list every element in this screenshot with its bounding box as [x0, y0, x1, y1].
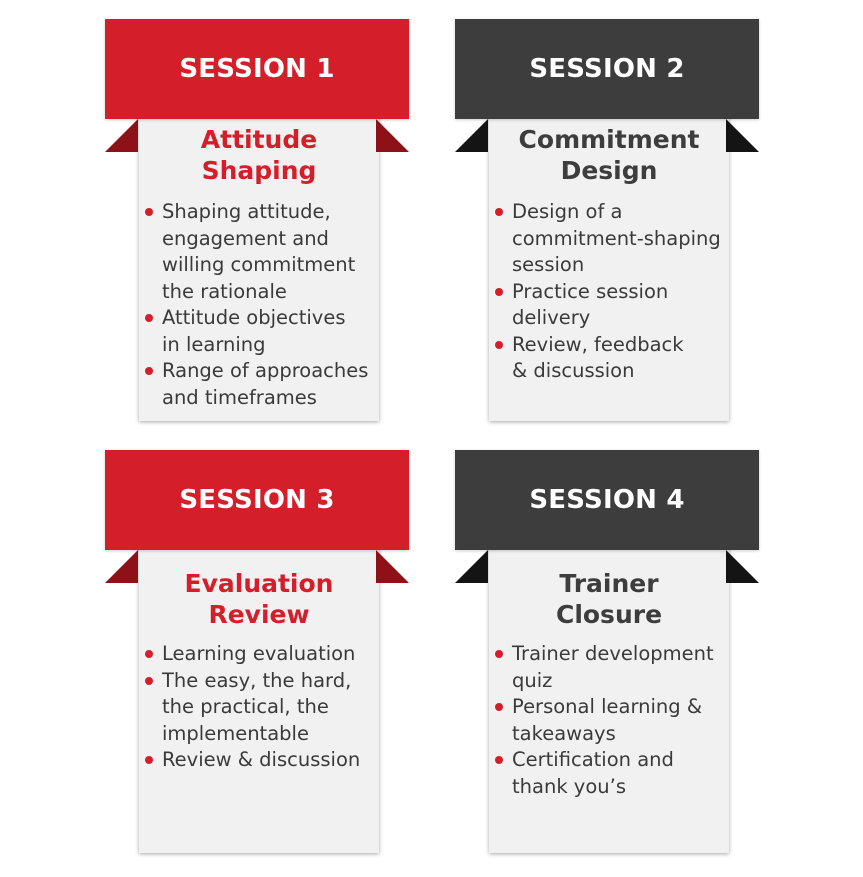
session-label: SESSION 4 [529, 485, 685, 515]
session-banner [455, 19, 759, 119]
session-title-line-2: Closure [555, 600, 663, 629]
session-banner [105, 19, 409, 119]
session-bullet-list [489, 199, 729, 385]
bullet-item: Trainer development quiz [489, 641, 727, 694]
bullet-item: Design of a commitment-shaping session [489, 199, 727, 279]
session-title-line-1: Trainer [559, 569, 659, 598]
bullet-dot-icon [145, 677, 153, 685]
session-title-line-1: Evaluation [184, 569, 334, 598]
session-card [139, 86, 379, 421]
session-title [139, 124, 379, 186]
session-title [489, 124, 729, 186]
bullet-dot-icon [495, 703, 503, 711]
session-banner [455, 450, 759, 550]
bullet-item: Review, feedback & discussion [489, 332, 727, 385]
bullet-dot-icon [495, 208, 503, 216]
session-title [489, 568, 729, 630]
bullet-dot-icon [495, 288, 503, 296]
banner-fold-right [726, 550, 759, 583]
bullet-item: Practice session delivery [489, 279, 727, 332]
bullet-item: Learning evaluation [139, 641, 377, 668]
bullet-item: Attitude objectives in learning [139, 305, 377, 358]
bullet-item: The easy, the hard, the practical, the implementable [139, 668, 377, 748]
banner-fold-left [105, 550, 138, 583]
session-title-line-1: Commitment [518, 125, 700, 154]
bullet-item: Review & discussion [139, 747, 377, 774]
session-title-line-2: Design [560, 156, 658, 185]
banner-fold-right [376, 550, 409, 583]
session-bullet-list [489, 641, 729, 800]
banner-fold-right [726, 119, 759, 152]
banner-fold-left [105, 119, 138, 152]
bullet-dot-icon [495, 341, 503, 349]
session-title-line-2: Shaping [201, 156, 317, 185]
session-label: SESSION 1 [179, 54, 335, 84]
session-title-line-1: Attitude [200, 125, 318, 154]
banner-fold-right [376, 119, 409, 152]
banner-fold-left [455, 550, 488, 583]
bullet-dot-icon [145, 208, 153, 216]
bullet-dot-icon [145, 314, 153, 322]
bullet-dot-icon [495, 650, 503, 658]
session-banner [105, 450, 409, 550]
session-title-line-2: Review [208, 600, 310, 629]
session-card [489, 518, 729, 853]
bullet-item: Certification and thank you’s [489, 747, 727, 800]
bullet-dot-icon [145, 367, 153, 375]
session-card [139, 518, 379, 853]
session-card [489, 86, 729, 421]
bullet-item: Shaping attitude, engagement and willing commitment the rationale [139, 199, 377, 305]
session-label: SESSION 2 [529, 54, 685, 84]
session-bullet-list [139, 199, 379, 411]
bullet-dot-icon [495, 756, 503, 764]
bullet-item: Range of approaches and timeframes [139, 358, 377, 411]
session-bullet-list [139, 641, 379, 774]
bullet-item: Personal learning & takeaways [489, 694, 727, 747]
session-label: SESSION 3 [179, 485, 335, 515]
session-title [139, 568, 379, 630]
bullet-dot-icon [145, 756, 153, 764]
banner-fold-left [455, 119, 488, 152]
bullet-dot-icon [145, 650, 153, 658]
